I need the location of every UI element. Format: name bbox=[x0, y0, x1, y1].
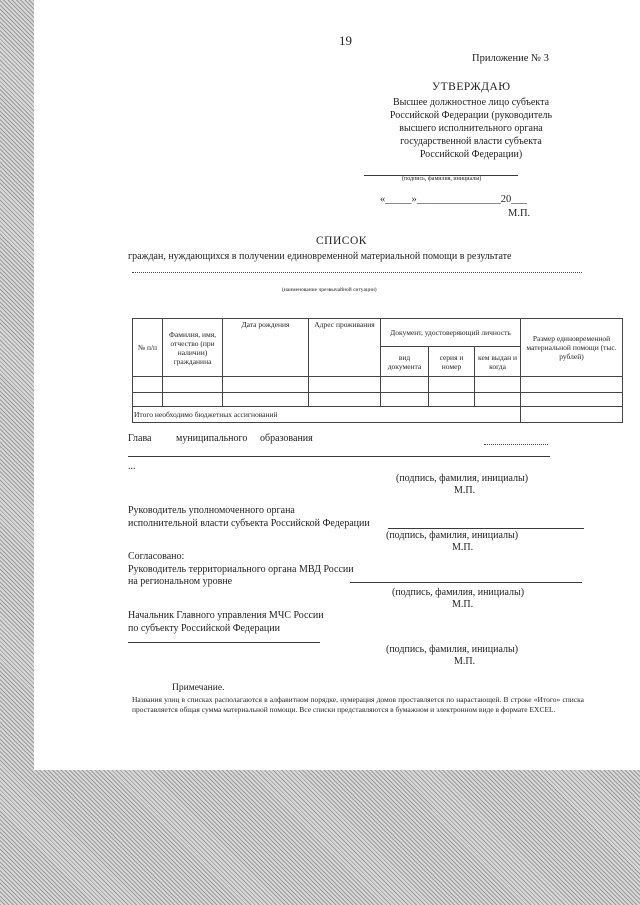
head-word-1: Глава bbox=[128, 433, 152, 444]
head-word-3: образования bbox=[260, 433, 313, 444]
col-header-name: Фамилия, имя, отчество (при наличии) гражданина bbox=[163, 319, 223, 377]
head-signature-line bbox=[128, 456, 550, 457]
situation-fill-line bbox=[132, 272, 582, 273]
page-number: 19 bbox=[339, 33, 352, 48]
executive-stamp: М.П. bbox=[452, 542, 474, 553]
approval-position-line: государственной власти субъекта bbox=[400, 136, 542, 147]
approval-stamp: М.П. bbox=[508, 208, 531, 219]
mvd-line-1: Руководитель территориального органа МВД России bbox=[128, 564, 354, 575]
col-header-birth-date: Дата рождения bbox=[223, 319, 309, 377]
approval-position-line: высшего исполнительного органа bbox=[399, 123, 543, 134]
approval-position-line: Высшее должностное лицо субъекта bbox=[392, 97, 550, 108]
note-body: Названия улиц в списках располагаются в алфавитном порядке, нумерация домов проставляется по нарастающей. В строке «Итого» списка проставляется общая сумма материальной помощи. Все списки представляются в бумажном и электронном виде в формате EXCEL. bbox=[132, 695, 584, 714]
situation-caption: (наименование чрезвычайной ситуации) bbox=[282, 287, 377, 293]
total-label: Итого необходимо бюджетных ассигнований bbox=[133, 407, 521, 423]
scan-border-bottom bbox=[0, 770, 640, 905]
col-header-address: Адрес проживания bbox=[309, 319, 381, 377]
mvd-caption: (подпись, фамилия, инициалы) bbox=[392, 587, 525, 598]
approval-signature-caption: (подпись, фамилия, инициалы) bbox=[402, 176, 482, 182]
head-stamp: М.П. bbox=[454, 485, 476, 496]
mvd-signature-line bbox=[350, 582, 582, 583]
col-header-doc-type: вид документа bbox=[381, 347, 429, 377]
table-total-row bbox=[133, 407, 623, 423]
col-header-amount: Размер единовременной материальной помощи (тыс. рублей) bbox=[521, 319, 623, 377]
approval-title: УТВЕРЖДАЮ bbox=[432, 81, 511, 93]
list-subtitle: граждан, нуждающихся в получении единовременной материальной помощи в результате bbox=[128, 251, 512, 262]
note-title: Примечание. bbox=[172, 683, 225, 693]
executive-line-2: исполнительной власти субъекта Российской Федерации bbox=[128, 518, 370, 529]
executive-signature-line bbox=[388, 528, 584, 529]
appendix-label: Приложение № 3 bbox=[472, 53, 549, 64]
mvd-line-2: на региональном уровне bbox=[128, 576, 233, 587]
agreed-label: Согласовано: bbox=[128, 551, 185, 562]
list-title: СПИСОК bbox=[316, 235, 367, 247]
mchs-line-1: Начальник Главного управления МЧС России bbox=[128, 610, 324, 621]
col-header-document: Документ, удостоверяющий личность bbox=[381, 319, 521, 347]
approval-position-line: Российской Федерации (руководитель bbox=[389, 110, 553, 121]
mchs-stamp: М.П. bbox=[454, 656, 476, 667]
document-page bbox=[34, 0, 640, 770]
table-row bbox=[133, 393, 623, 407]
mchs-line-2: по субъекту Российской Федерации bbox=[128, 623, 280, 634]
col-header-number: № п/п bbox=[133, 319, 163, 377]
head-dots: ... bbox=[128, 461, 136, 472]
mchs-caption: (подпись, фамилия, инициалы) bbox=[386, 644, 519, 655]
mchs-signature-line bbox=[128, 642, 320, 643]
mvd-stamp: М.П. bbox=[452, 599, 474, 610]
head-fill-line bbox=[484, 444, 548, 445]
approval-position bbox=[354, 96, 588, 161]
citizens-table bbox=[132, 318, 623, 423]
executive-line-1: Руководитель уполномоченного органа bbox=[128, 505, 295, 516]
executive-caption: (подпись, фамилия, инициалы) bbox=[386, 530, 519, 541]
head-caption: (подпись, фамилия, инициалы) bbox=[396, 473, 529, 484]
table-row bbox=[133, 377, 623, 393]
col-header-doc-issued: кем выдан и когда bbox=[475, 347, 521, 377]
approval-date-line: «_____»________________20___ bbox=[380, 194, 527, 205]
approval-position-line: Российской Федерации) bbox=[419, 149, 523, 160]
col-header-doc-series: серия и номер bbox=[429, 347, 475, 377]
head-word-2: муниципального bbox=[176, 433, 248, 444]
